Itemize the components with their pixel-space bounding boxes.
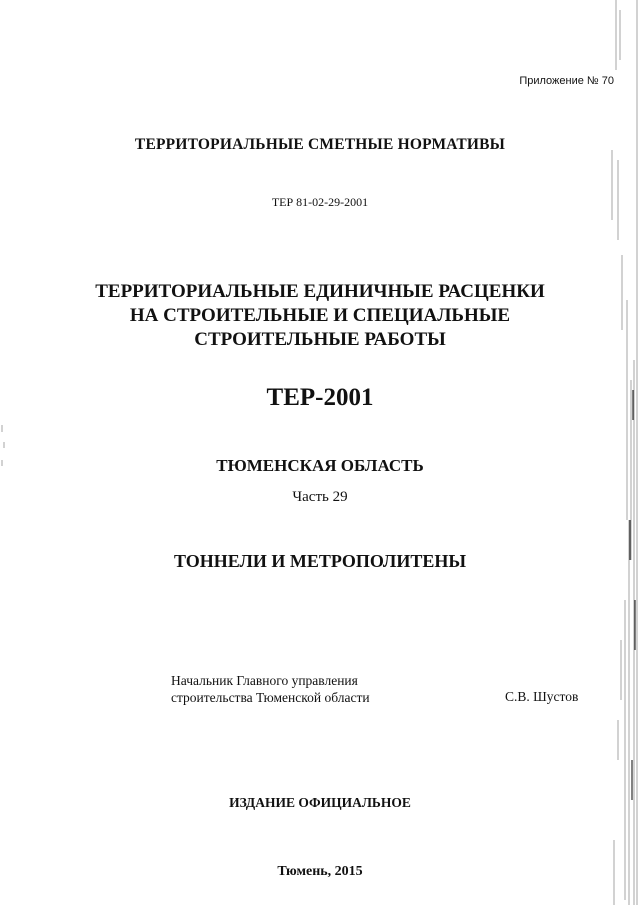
main-title-line: НА СТРОИТЕЛЬНЫЕ И СПЕЦИАЛЬНЫЕ — [129, 305, 511, 326]
signatory-position-line: Начальник Главного управления — [171, 673, 358, 688]
region-title: ТЮМЕНСКАЯ ОБЛАСТЬ — [216, 456, 424, 475]
signatory-position-line: строительства Тюменской области — [171, 690, 370, 705]
signatory-name: С.В. Шустов — [505, 689, 579, 704]
document-heading: ТЕРРИТОРИАЛЬНЫЕ СМЕТНЫЕ НОРМАТИВЫ — [134, 136, 506, 153]
city-year: Тюмень, 2015 — [277, 864, 363, 879]
short-title: ТЕР-2001 — [266, 384, 374, 411]
section-title: ТОННЕЛИ И МЕТРОПОЛИТЕНЫ — [173, 551, 467, 571]
signatory-position — [171, 672, 370, 706]
edition-label: ИЗДАНИЕ ОФИЦИАЛЬНОЕ — [229, 795, 411, 810]
scan-left-noise — [0, 420, 8, 480]
main-title-line: ТЕРРИТОРИАЛЬНЫЕ ЕДИНИЧНЫЕ РАСЦЕНКИ — [95, 281, 545, 302]
main-title — [0, 280, 640, 352]
appendix-label: Приложение № 70 — [519, 75, 614, 87]
scan-edge-noise — [600, 0, 640, 905]
part-number: Часть 29 — [292, 489, 348, 505]
document-code: ТЕР 81-02-29-2001 — [271, 195, 369, 209]
main-title-line: СТРОИТЕЛЬНЫЕ РАБОТЫ — [194, 329, 446, 350]
